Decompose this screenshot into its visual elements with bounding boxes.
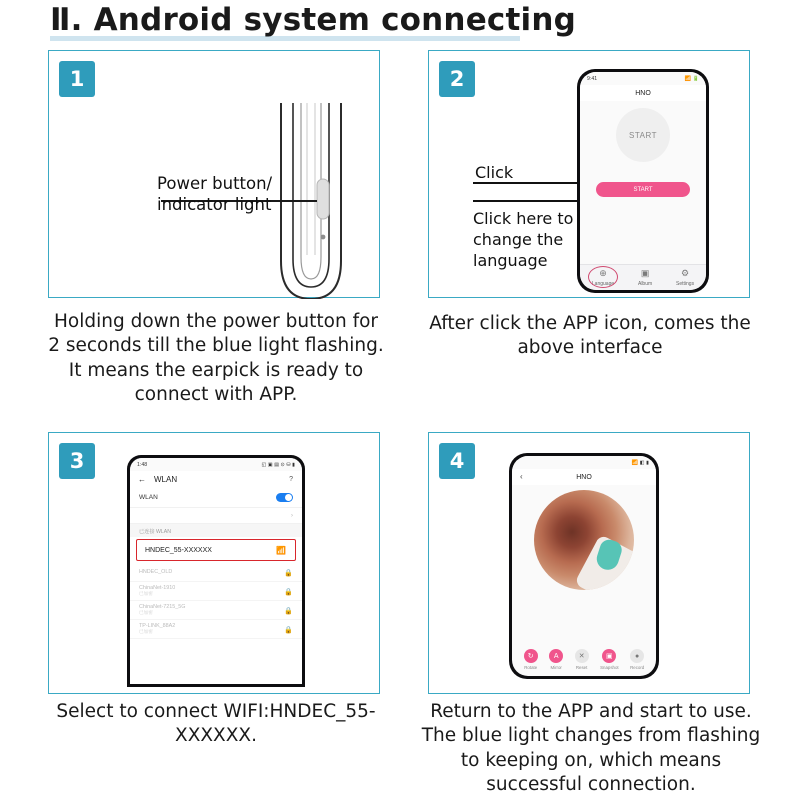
status-bar-step3 xyxy=(130,458,302,471)
phone-mockup-step3 xyxy=(127,455,305,687)
status-bar-step4 xyxy=(512,456,656,469)
record-icon: ● xyxy=(630,649,644,663)
network-sub: 已加密 xyxy=(139,610,153,615)
step-badge-1: 1 xyxy=(59,61,95,97)
panel-step-3 xyxy=(48,432,380,694)
power-button-label-line1: Power button/ xyxy=(157,174,273,193)
panel-step-1 xyxy=(48,50,380,298)
phone-screen-step4 xyxy=(512,456,656,676)
highlighted-network-row[interactable] xyxy=(136,539,296,561)
tool-record[interactable] xyxy=(630,649,644,670)
language-tab-label: Language xyxy=(591,281,615,287)
phone-mockup-step4 xyxy=(509,453,659,679)
network-row[interactable] xyxy=(130,620,302,639)
wlan-screen-header xyxy=(130,471,302,488)
tool-mirror-label: Mirror xyxy=(550,665,562,670)
network-sub: 已加密 xyxy=(139,629,153,634)
annotation-click: Click xyxy=(475,163,514,182)
wifi-lock-icon: 🔒 xyxy=(284,627,293,634)
wifi-lock-icon: 🔒 xyxy=(284,608,293,615)
wlan-toggle-label: WLAN xyxy=(139,494,158,501)
wifi-lock-icon: 🔒 xyxy=(284,570,293,577)
network-row[interactable] xyxy=(130,601,302,620)
network-row[interactable] xyxy=(130,582,302,601)
album-tab[interactable] xyxy=(638,268,652,287)
power-button-label xyxy=(157,173,272,215)
album-icon: ▣ xyxy=(640,268,650,278)
page-title-container xyxy=(50,2,577,42)
back-arrow-icon[interactable]: ← xyxy=(138,475,146,484)
wifi-icon: 📶 xyxy=(276,545,286,555)
caption-step-2: After click the APP icon, comes the above interface xyxy=(429,313,751,359)
caption-step-1: Holding down the power button for 2 seconds till the blue light flashing. It means the earpick is ready to connect with APP. xyxy=(48,311,384,406)
globe-icon: ⊕ xyxy=(599,268,607,278)
settings-tab-label: Settings xyxy=(676,281,695,287)
step-badge-2: 2 xyxy=(439,61,475,97)
phone-screen-step2 xyxy=(580,72,706,290)
otoscope-view xyxy=(534,490,634,590)
panel-step-4 xyxy=(428,432,750,694)
tool-rotate-label: Rotate xyxy=(524,665,538,670)
help-icon[interactable]: ? xyxy=(289,476,293,483)
tool-reset[interactable] xyxy=(575,649,589,670)
wlan-more-row[interactable] xyxy=(130,508,302,524)
status-icons-step4: 📶 ◧ ▮ xyxy=(631,459,649,466)
wifi-lock-icon: 🔒 xyxy=(284,589,293,596)
phone-screen-step3 xyxy=(130,458,302,684)
status-icons: 📶 🔋 xyxy=(684,75,699,82)
annotation-change-language: Click here to change the language xyxy=(473,209,574,270)
network-name: HNDEC_OLD xyxy=(139,569,173,575)
network-name: TP-LINK_88A2 xyxy=(139,623,176,629)
phone-mockup-step2 xyxy=(577,69,709,293)
wlan-toggle-switch[interactable] xyxy=(276,493,293,502)
mirror-icon: A xyxy=(549,649,563,663)
status-time: 9:41 xyxy=(587,75,598,82)
power-button-label-line2: indicator light xyxy=(157,195,272,215)
step-badge-4: 4 xyxy=(439,443,475,479)
app-title-step2: HNO xyxy=(635,89,651,97)
page-title: Ⅱ. Android system connecting xyxy=(50,2,577,38)
primary-action-button[interactable]: START xyxy=(596,182,690,197)
caption-step-4: Return to the APP and start to use. The blue light changes from flashing to keeping on, which means successful connection. xyxy=(421,701,761,796)
tool-mirror[interactable] xyxy=(549,649,563,670)
camera-icon: ▣ xyxy=(602,649,616,663)
start-button[interactable]: START xyxy=(616,108,670,162)
network-sub: 已加密 xyxy=(139,591,153,596)
panel-step-2 xyxy=(428,50,750,298)
device-illustration xyxy=(49,51,379,297)
tool-rotate[interactable] xyxy=(524,649,538,670)
tool-snapshot[interactable] xyxy=(600,649,619,670)
gear-icon: ⚙ xyxy=(681,268,690,278)
rotate-icon: ↻ xyxy=(524,649,538,663)
wlan-toggle-row[interactable] xyxy=(130,488,302,508)
back-chevron-icon[interactable]: ‹ xyxy=(520,472,523,481)
app-title-step4: HNO xyxy=(576,473,592,481)
status-icons-step3: ◱ ▣ ▤ ⊙ ⛁ ▮ xyxy=(261,461,295,468)
step-badge-3: 3 xyxy=(59,443,95,479)
status-time-step3: 1:48 xyxy=(137,461,148,468)
saved-networks-label: 已连接 WLAN xyxy=(130,524,302,537)
close-icon: ✕ xyxy=(575,649,589,663)
tool-reset-label: Reset xyxy=(575,665,588,670)
chevron-right-icon: › xyxy=(290,512,293,519)
highlighted-network-name: HNDEC_55-XXXXXX xyxy=(145,546,212,554)
wlan-screen-title: WLAN xyxy=(154,475,178,484)
album-tab-label: Album xyxy=(637,281,653,287)
caption-step-3: Select to connect WIFI:HNDEC_55-XXXXXX. xyxy=(56,701,376,747)
settings-tab[interactable] xyxy=(676,268,694,287)
network-name: ChinaNet-1910 xyxy=(139,585,176,591)
tool-snapshot-label: Snapshot xyxy=(600,665,619,670)
network-row[interactable] xyxy=(130,563,302,582)
language-highlight-ring xyxy=(588,266,618,288)
status-bar-step2 xyxy=(580,72,706,85)
camera-toolbar xyxy=(512,649,656,670)
tool-record-label: Record xyxy=(630,665,645,670)
app-header-step4 xyxy=(512,469,656,485)
app-header-step2 xyxy=(580,85,706,101)
network-name: ChinaNet-7215_5G xyxy=(139,604,186,610)
